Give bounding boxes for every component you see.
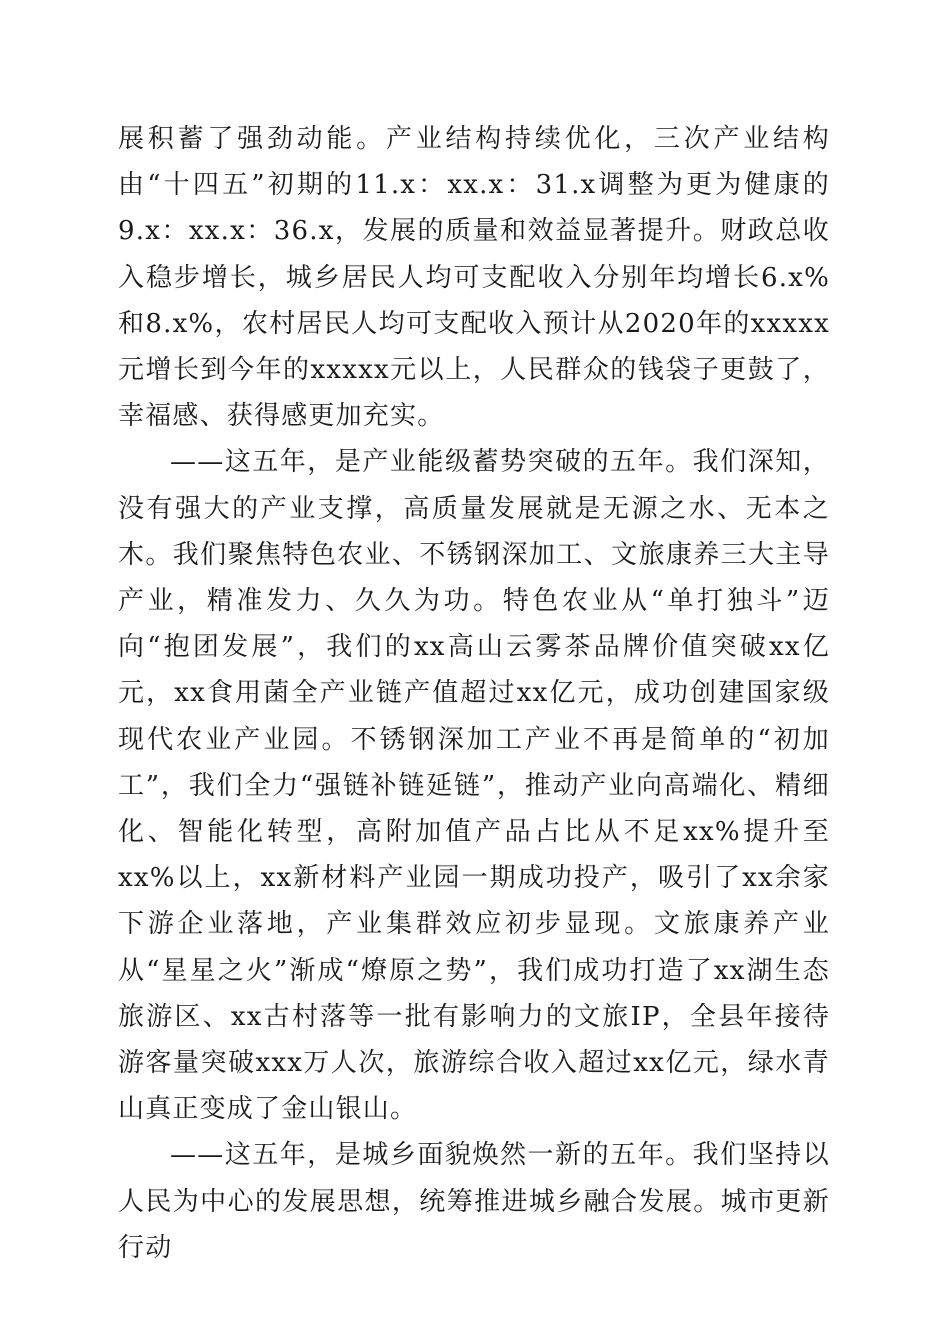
- paragraph-1: 展积蓄了强劲动能。产业结构持续优化，三次产业结构由“十四五”初期的11.x：xx.x：31.x调整为更为健康的9.x：xx.x：36.x，发展的质量和效益显著提升。财政总收入稳步增长，城乡居民人均可支配收入分别年均增长6.x%和8.x%，农村居民人均可支配收入预计从2020年的xxxxx元增长到今年的xxxxx元以上，人民群众的钱袋子更鼓了，幸福感、获得感更加充实。: [118, 124, 830, 432]
- paragraph-2: ——这五年，是产业能级蓄势突破的五年。我们深知，没有强大的产业支撑，高质量发展就是无源之水、无本之木。我们聚焦特色农业、不锈钢深加工、文旅康养三大主导产业，精准发力、久久为功。特色农业从“单打独斗”迈向“抱团发展”，我们的xx高山云雾茶品牌价值突破xx亿元，xx食用菌全产业链产值超过xx亿元，成功创建国家级现代农业产业园。不锈钢深加工产业不再是简单的“初加工”，我们全力“强链补链延链”，推动产业向高端化、精细化、智能化转型，高附加值产品占比从不足xx%提升至xx%以上，xx新材料产业园一期成功投产，吸引了xx余家下游企业落地，产业集群效应初步显现。文旅康养产业从“星星之火”渐成“燎原之势”，我们成功打造了xx湖生态旅游区、xx古村落等一批有影响力的文旅IP，全县年接待游客量突破xxx万人次，旅游综合收入超过xx亿元，绿水青山真正变成了金山银山。: [118, 447, 830, 1125]
- document-body: [118, 116, 830, 1271]
- paragraph-3: ——这五年，是城乡面貌焕然一新的五年。我们坚持以人民为中心的发展思想，统筹推进城乡融合发展。城市更新行动: [118, 1140, 830, 1263]
